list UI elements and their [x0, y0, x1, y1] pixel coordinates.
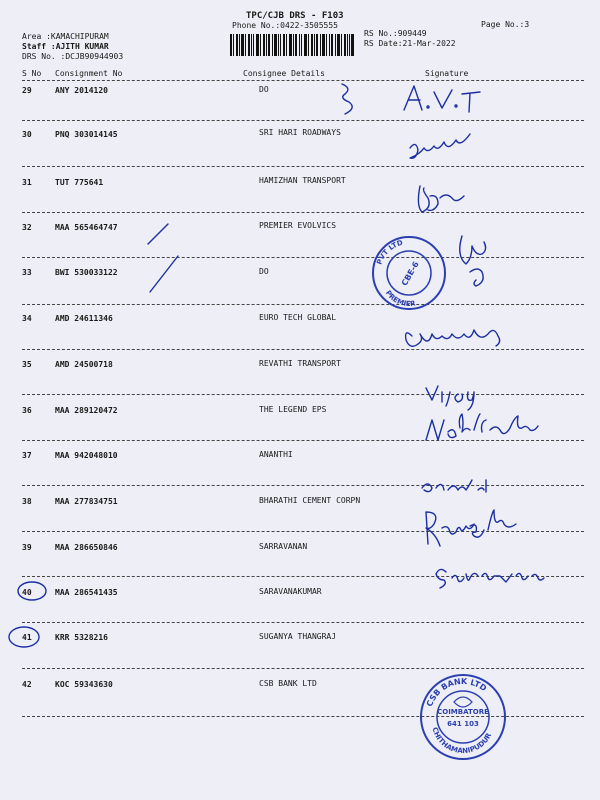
circle-mark-41: [9, 627, 39, 647]
signature-stroke: [406, 330, 500, 346]
staff-field: Staff :AJITH KUMAR: [22, 42, 109, 51]
row-sno: 31: [22, 178, 32, 187]
row-consignee: SRI HARI ROADWAYS: [259, 128, 341, 137]
row-sno: 32: [22, 223, 32, 232]
slash-mark: [150, 256, 178, 292]
row-consignment: MAA 565464747: [55, 223, 118, 232]
row-consignee: DO: [259, 85, 269, 94]
row-consignee: PREMIER EVOLVICS: [259, 221, 337, 230]
signature-stroke: [460, 236, 486, 286]
rs-date: RS Date:21-Mar-2022: [364, 39, 456, 48]
signature-stroke: [436, 569, 544, 588]
row-sno: 42: [22, 680, 32, 689]
row-consignment: TUT 775641: [55, 178, 104, 187]
row-consignee: ANANTHI: [259, 450, 293, 459]
rs-number: RS No.:909449: [364, 29, 427, 38]
signature-stroke: [426, 510, 516, 546]
row-sno: 40: [22, 588, 32, 597]
phone-number: Phone No.:0422-3505555: [232, 21, 338, 30]
svg-text:641 103: 641 103: [447, 720, 479, 728]
signature-stroke: [426, 386, 474, 410]
column-header-signature: Signature: [425, 69, 469, 78]
row-sno: 37: [22, 451, 32, 460]
signature-stroke: [426, 414, 538, 440]
slash-mark: [148, 224, 168, 244]
row-consignment: MAA 942048010: [55, 451, 118, 460]
row-consignee: EURO TECH GLOBAL: [259, 313, 337, 322]
row-consignment: AMD 24611346: [55, 314, 113, 323]
svg-text:PVT LTD: PVT LTD: [375, 238, 404, 266]
row-consignee: SARRAVANAN: [259, 542, 308, 551]
signature-stroke: [422, 480, 486, 492]
row-consignee: THE LEGEND EPS: [259, 405, 327, 414]
area-field: Area :KAMACHIPURAM: [22, 32, 109, 41]
column-header-sno: S No: [22, 69, 42, 78]
row-consignee: BHARATHI CEMENT CORPN: [259, 496, 361, 505]
drs-number: DRS No. :DCJB90944903: [22, 52, 124, 61]
svg-text:COIMBATORE: COIMBATORE: [437, 708, 489, 716]
row-sno: 30: [22, 130, 32, 139]
signature-stroke: [404, 86, 422, 110]
bank-stamp: [418, 672, 508, 762]
bracket-mark: [342, 84, 352, 114]
document-title: TPC/CJB DRS - F103: [246, 11, 344, 21]
row-consignment: ANY 2014120: [55, 86, 108, 95]
row-sno: 36: [22, 406, 32, 415]
row-sno: 39: [22, 543, 32, 552]
row-sno: 35: [22, 360, 32, 369]
row-consignment: BWI 530033122: [55, 268, 118, 277]
row-consignee: DO: [259, 267, 269, 276]
row-consignment: KOC 59343630: [55, 680, 113, 689]
svg-text:CSB BANK LTD: CSB BANK LTD: [424, 676, 489, 708]
row-consignment: KRR 5328216: [55, 633, 108, 642]
row-consignee: REVATHI TRANSPORT: [259, 359, 341, 368]
signature-stroke: [418, 186, 464, 212]
row-consignment: MAA 277834751: [55, 497, 118, 506]
row-sno: 29: [22, 86, 32, 95]
row-sno: 41: [22, 633, 32, 642]
svg-text:CHITHAMANIPUDUR: CHITHAMANIPUDUR: [430, 726, 494, 756]
row-consignment: MAA 289120472: [55, 406, 118, 415]
signature-stroke: [410, 134, 470, 158]
row-consignee: SARAVANAKUMAR: [259, 587, 322, 596]
row-consignee: SUGANYA THANGRAJ: [259, 632, 337, 641]
row-consignment: MAA 286650846: [55, 543, 118, 552]
page-number: Page No.:3: [481, 20, 530, 29]
circle-mark-40: [18, 582, 46, 600]
svg-text:CBE-6: CBE-6: [399, 260, 421, 288]
row-sno: 38: [22, 497, 32, 506]
company-stamp: [370, 234, 448, 312]
row-sno: 33: [22, 268, 32, 277]
row-consignment: PNQ 303014145: [55, 130, 118, 139]
column-header-consignment: Consignment No: [55, 69, 123, 78]
row-sno: 34: [22, 314, 32, 323]
row-consignment: MAA 286541435: [55, 588, 118, 597]
row-consignee: CSB BANK LTD: [259, 679, 317, 688]
row-consignment: AMD 24500718: [55, 360, 113, 369]
svg-text:PREMIER: PREMIER: [383, 289, 416, 309]
column-header-consignee: Consignee Details: [243, 69, 325, 78]
row-consignee: HAMIZHAN TRANSPORT: [259, 176, 346, 185]
